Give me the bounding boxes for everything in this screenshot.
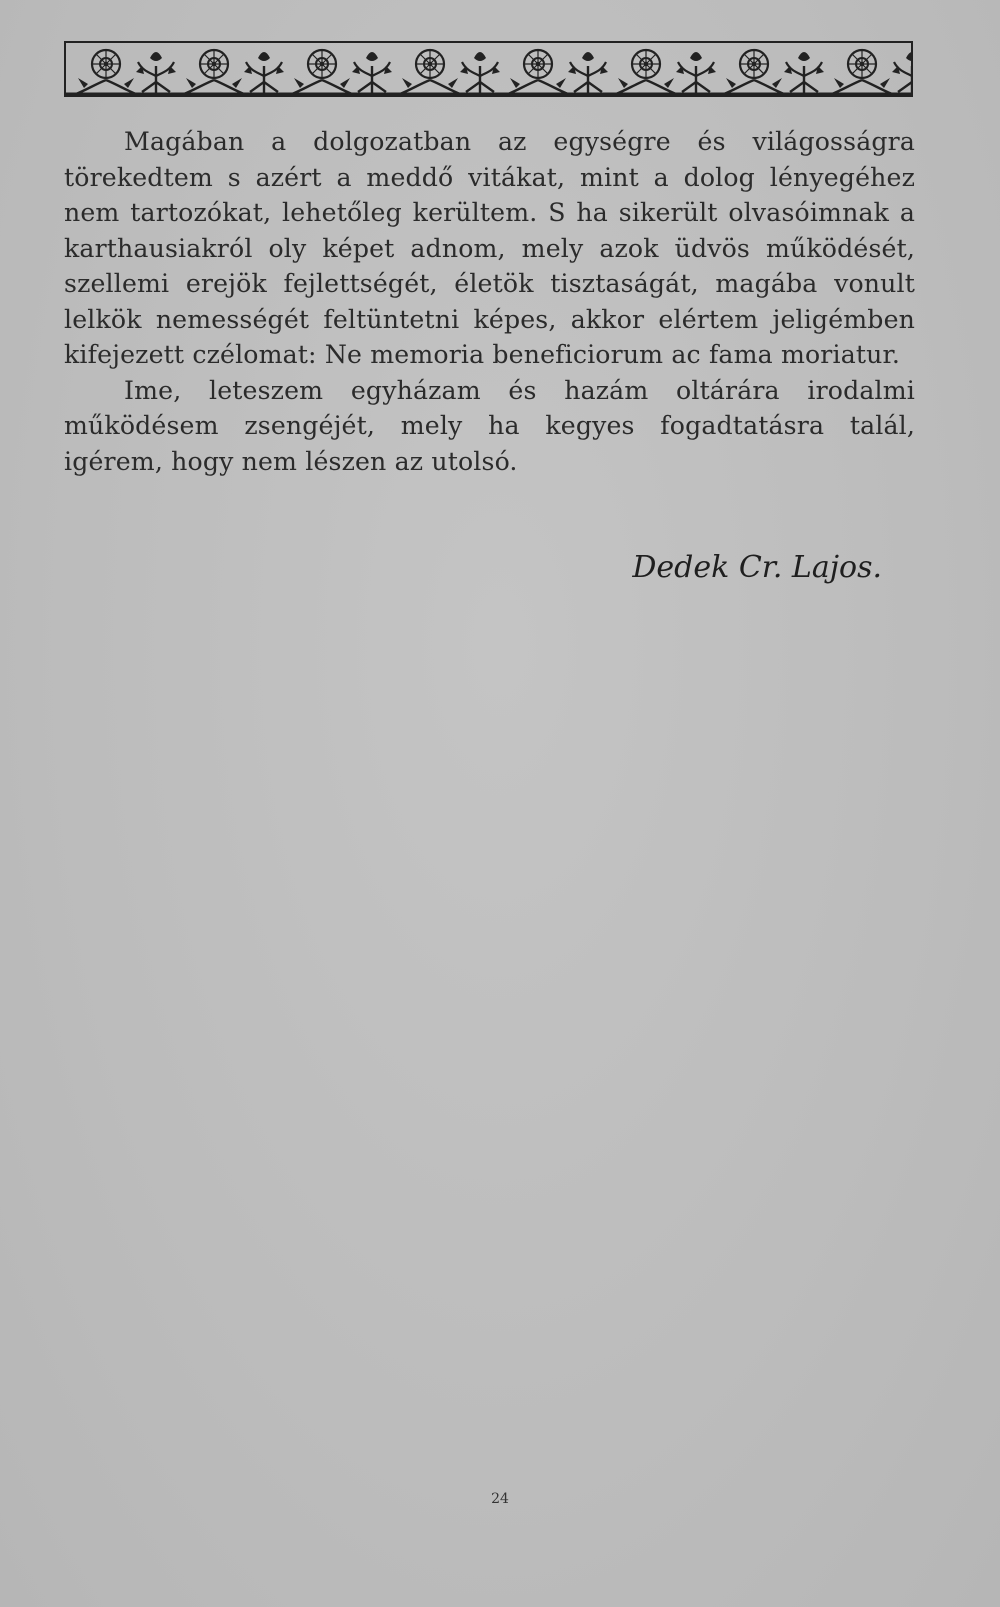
- page-number: 24: [491, 1491, 509, 1507]
- body-text: [64, 124, 915, 479]
- paragraph-2: Ime, leteszem egyházam és hazám oltárára irodalmi működésem zsengéjét, mely ha kegyes fogadtatásra talál, igérem, hogy nem lészen az utolsó.: [64, 375, 915, 476]
- author-signature: Dedek Cr. Lajos.: [632, 550, 882, 585]
- paragraph-1: Magában a dolgozatban az egységre és világosságra törekedtem s azért a meddő vitákat, mint a dolog lényegéhez nem tartozókat, lehetőleg kerültem. S ha sikerült olvasóimnak a karthausiakról oly képet adnom, mely azok üdvös működését, szellemi erejök fejlettségét, életök tisztaságát, magába vonult lelkök nemességét feltüntetni képes, akkor elértem jeligémben kifejezett czélomat: Ne memoria beneficiorum ac fama moriatur.: [64, 127, 915, 369]
- floral-frieze-ornament: [64, 38, 913, 98]
